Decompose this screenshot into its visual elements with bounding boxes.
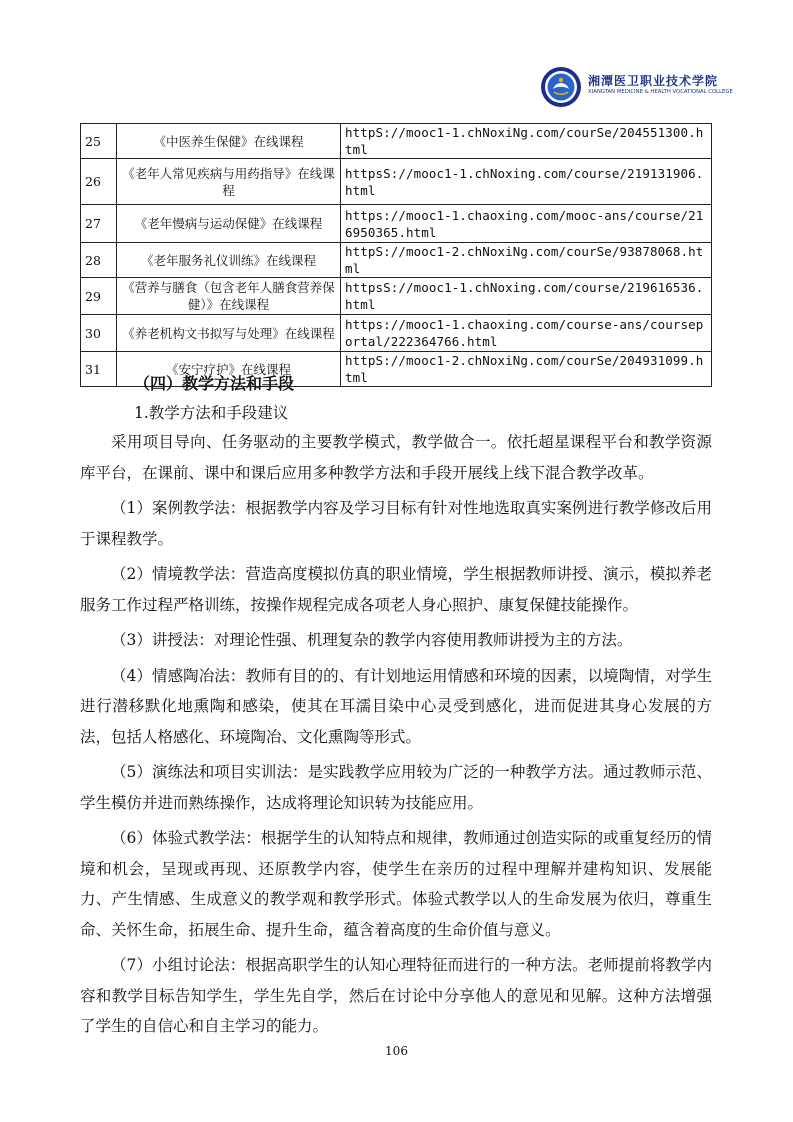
section-subtitle: 1.教学方法和手段建议 <box>134 404 289 422</box>
paragraph: 采用项目导向、任务驱动的主要教学模式，教学做合一。依托超星课程平台和教学资源库平台，在课前、课中和课后应用多种教学方法和手段开展线上线下混合教学改革。 <box>80 433 712 482</box>
course-name: 《老年服务礼仪训练》在线课程 <box>117 243 341 278</box>
school-name: 湘潭医卫职业技术学院 <box>588 74 719 88</box>
paragraph: （3）讲授法：对理论性强、机理复杂的教学内容使用教师讲授为主的方法。 <box>111 631 633 649</box>
header-logo <box>532 62 732 112</box>
row-number: 28 <box>81 243 117 278</box>
course-url: https://mooc1-1.chaoxing.com/mooc-ans/course/216950365.html <box>341 205 712 243</box>
table-row <box>81 124 712 159</box>
section-title: （四）教学方法和手段 <box>134 374 295 393</box>
course-url: httpS://mooc1-2.chNoxiNg.com/courSe/204931099.html <box>341 352 712 387</box>
course-name: 《安宁疗护》在线课程 <box>117 352 341 387</box>
row-number: 27 <box>81 205 117 243</box>
row-number: 31 <box>81 352 117 387</box>
course-name: 《老年人常见疾病与用药指导》在线课程 <box>117 159 341 205</box>
row-number: 26 <box>81 159 117 205</box>
paragraph: （6）体验式教学法：根据学生的认知特点和规律，教师通过创造实际的或重复经历的情境和机会，呈现或再现、还原教学内容，使学生在亲历的过程中理解并建构知识、发展能力、产生情感、生成意义的教学观和教学形式。体验式教学以人的生命发展为依归，尊重生命、关怀生命，拓展生命、提升生命，蕴含着高度的生命价值与意义。 <box>80 829 712 939</box>
row-number: 30 <box>81 315 117 352</box>
table-row <box>81 243 712 278</box>
paragraph: （5）演练法和项目实训法：是实践教学应用较为广泛的一种教学方法。通过教师示范、学生模仿并进而熟练操作，达成将理论知识转为技能应用。 <box>80 763 712 812</box>
row-number: 25 <box>81 124 117 159</box>
paragraph: （7）小组讨论法：根据高职学生的认知心理特征而进行的一种方法。老师提前将教学内容和教学目标告知学生，学生先自学，然后在讨论中分享他人的意见和见解。这种方法增强了学生的自信心和自主学习的能力。 <box>80 956 712 1035</box>
school-emblem-icon <box>540 66 582 108</box>
course-url: httpS://mooc1-2.chNoxiNg.com/courSe/93878068.html <box>341 243 712 278</box>
course-name: 《养老机构文书拟写与处理》在线课程 <box>117 315 341 352</box>
paragraph: （1）案例教学法：根据教学内容及学习目标有针对性地选取真实案例进行教学修改后用于课程教学。 <box>80 499 712 548</box>
page-number: 106 <box>385 1044 408 1058</box>
online-course-table <box>80 123 712 387</box>
course-url: https://mooc1-1.chaoxing.com/course-ans/courseportal/222364766.html <box>341 315 712 352</box>
school-name-en: XIANGTAN MEDICINE & HEALTH VOCATIONAL COLLEGE <box>588 89 733 95</box>
row-number: 29 <box>81 278 117 315</box>
course-url: httpsS://mooc1-1.chNoxing.com/course/219616536.html <box>341 278 712 315</box>
table-row <box>81 159 712 205</box>
course-url: httpS://mooc1-1.chNoxiNg.com/courSe/204551300.html <box>341 124 712 159</box>
paragraph: （4）情感陶冶法：教师有目的的、有计划地运用情感和环境的因素，以境陶情，对学生进行潜移默化地熏陶和感染，使其在耳濡目染中心灵受到感化，进而促进其身心发展的方法，包括人格感化、环境陶冶、文化熏陶等形式。 <box>80 666 712 746</box>
paragraph: （2）情境教学法：营造高度模拟仿真的职业情境，学生根据教师讲授、演示，模拟养老服务工作过程严格训练，按操作规程完成各项老人身心照护、康复保健技能操作。 <box>80 565 712 614</box>
table-row <box>81 315 712 352</box>
table-row <box>81 278 712 315</box>
table-row <box>81 205 712 243</box>
course-name: 《老年慢病与运动保健》在线课程 <box>117 205 341 243</box>
section-body <box>80 427 712 1047</box>
course-url: httpsS://mooc1-1.chNoxing.com/course/219131906.html <box>341 159 712 205</box>
course-name: 《中医养生保健》在线课程 <box>117 124 341 159</box>
course-name: 《营养与膳食（包含老年人膳食营养保健）》在线课程 <box>117 278 341 315</box>
